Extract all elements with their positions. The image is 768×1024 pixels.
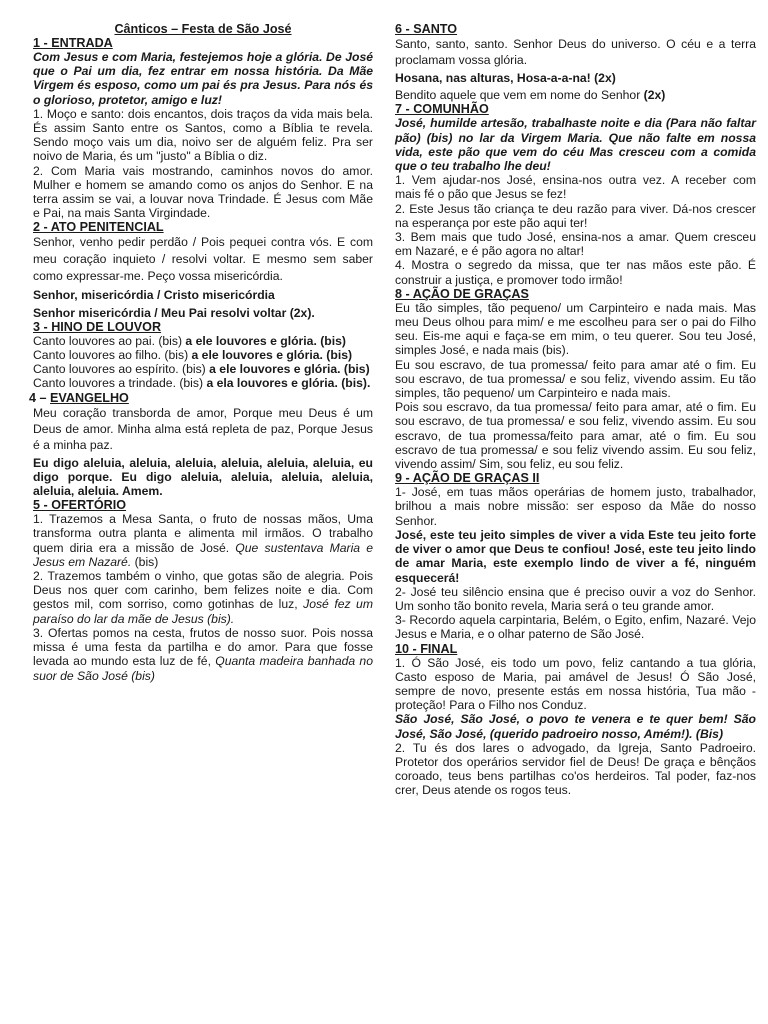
louvor-line-text: Canto louvores ao pai. (bis) bbox=[33, 333, 186, 348]
louvor-line bbox=[33, 362, 373, 376]
evangelho-text: Meu coração transborda de amor, Porque meu Deus é um Deus de amor. Minha alma está repleta de paz, Porque Jesus é a minha paz. bbox=[33, 405, 373, 452]
heading-evangelho-number: 4 – bbox=[29, 390, 51, 405]
entrada-refrain: Com Jesus e com Maria, festejemos hoje a glória. De José que o Pai um dia, fez entrar em nossa história. Da Mãe Virgem és esposo, como um pai és pra Jesus. Para nós és o glorioso, protetor, amigo e luz! bbox=[33, 50, 373, 107]
penitencial-text: Senhor, venho pedir perdão / Pois pequei contra vós. E com meu coração inquieto / resolvi voltar. E mesmo sem saber como expressar-me. Peço vossa misericórdia. bbox=[33, 235, 373, 284]
louvor-line bbox=[33, 376, 373, 390]
louvor-line-response: a ela louvores e glória. (bis). bbox=[206, 376, 371, 391]
comunhao-refrain: José, humilde artesão, trabalhaste noite e dia (Para não faltar pão) (bis) no lar da Virgem Maria. Que não falte em nossa vida, este pão que vem do céu Mas cresceu com a comida que o teu trabalho lhe deu! bbox=[395, 116, 756, 174]
louvor-line-response: a ele louvores e glória. (bis) bbox=[191, 348, 353, 363]
ofertorio-verse-2 bbox=[33, 569, 373, 626]
ofertorio-verse-1 bbox=[33, 512, 373, 569]
heading-evangelho-word: EVANGELHO bbox=[50, 390, 129, 405]
section-gracas bbox=[395, 287, 756, 471]
section-ofertorio bbox=[33, 498, 373, 682]
comunhao-verse-3: 3. Bem mais que tudo José, ensina-nos a amar. Quem cresceu em Nazaré, e é pão agora no altar! bbox=[395, 230, 756, 259]
heading-louvor: 3 - HINO DE LOUVOR bbox=[33, 319, 162, 334]
ofertorio-verse-3 bbox=[33, 626, 373, 683]
final-verse-2: 2. Tu és dos lares o advogado, da Igreja, Santo Padroeiro. Protetor dos operários servidor fiel de Deus! De graça e bênçãos coroado, teus bens partilhas co'os herdeiros. Tal poder, faz-nos crer, Deus atende os rogos teus. bbox=[395, 740, 756, 798]
entrada-verse-2: 2. Com Maria vais mostrando, caminhos novos do amor. Mulher e homem se amando como os anjos do Senhor. E na terra assim se vai, a louvar nova Trindade. É Jesus com Mãe e Pai, na mais Santa Virgindade. bbox=[33, 163, 373, 221]
louvor-line-response: a ele louvores e glória. (bis) bbox=[209, 362, 370, 377]
right-column bbox=[395, 22, 756, 798]
santo-text-2 bbox=[395, 88, 756, 102]
louvor-line-response: a ele louvores e glória. (bis) bbox=[185, 333, 346, 348]
gracas-2-verse-1: 1- José, em tuas mãos operárias de homem justo, trabalhador, brilhou a mais nobre missão: ser esposo da Mãe do nosso Senhor. bbox=[395, 485, 756, 528]
heading-penitencial: 2 - ATO PENITENCIAL bbox=[33, 220, 164, 235]
ofertorio-verse-1-text: 1. Trazemos a Mesa Santa, o fruto de nossas mãos, Uma transforma outra planta e alimenta mil irmãos. O trabalho quem diria era a missão de José. bbox=[33, 512, 373, 555]
louvor-line-text: Canto louvores ao espírito. (bis) bbox=[33, 362, 210, 377]
gracas-paragraph-1: Eu tão simples, tão pequeno/ um Carpinteiro e nada mais. Mas meu Deus olhou para mim/ e me escolheu para ser o pai do Filho seu. Eis-me aqui e faça-se em mim, o teu querer. Sou teu José, simples José, e nada mais (bis). bbox=[395, 300, 756, 358]
gracas-2-verse-2: 2- José teu silêncio ensina que é preciso ouvir a voz do Senhor. Um sonho tão bonito revela, Maria será o teu grande amor. bbox=[395, 584, 756, 613]
gracas-paragraph-2: Eu sou escravo, de tua promessa/ feito para amar até o fim. Eu sou escravo, de tua promessa/ e sou feliz, vivendo assim. Eu tão simples, tão pequeno/ um Carpinteiro e nada mais. bbox=[395, 357, 756, 401]
section-final bbox=[395, 642, 756, 798]
page-title: Cânticos – Festa de São José bbox=[114, 22, 292, 36]
comunhao-verse-1: 1. Vem ajudar-nos José, ensina-nos outra vez. A receber com mais fé o pão que Jesus se fez! bbox=[395, 173, 756, 202]
comunhao-verse-2: 2. Este Jesus tão criança te deu razão para viver. Dá-nos crescer na esperança por este pão aqui ter! bbox=[395, 201, 756, 230]
louvor-line-text: Canto louvores ao filho. (bis) bbox=[33, 348, 192, 363]
ofertorio-verse-1-end: (bis) bbox=[131, 554, 159, 569]
heading-evangelho bbox=[29, 391, 373, 405]
section-comunhao bbox=[395, 102, 756, 286]
section-gracas-2 bbox=[395, 471, 756, 641]
comunhao-verse-4: 4. Mostra o segredo da missa, que ter nas mãos este pão. É construir a justiça, e promover todo irmão! bbox=[395, 258, 756, 287]
santo-refrain: Hosana, nas alturas, Hosa-a-a-na! (2x) bbox=[395, 71, 616, 85]
heading-entrada: 1 - ENTRADA bbox=[33, 36, 113, 50]
final-verse-1: 1. Ó São José, eis todo um povo, feliz cantando a tua glória, Casto esposo de Maria, pai amável de Jesus! Ó São José, sempre de novo, presente estás em nossa história, Tua mão - proteção! Para o Filho nos Conduz. bbox=[395, 655, 756, 713]
section-penitencial bbox=[33, 220, 373, 319]
louvor-line bbox=[33, 348, 373, 362]
heading-gracas-2: 9 - AÇÃO DE GRAÇAS II bbox=[395, 471, 540, 486]
heading-final: 10 - FINAL bbox=[395, 641, 458, 656]
section-louvor bbox=[33, 320, 373, 391]
gracas-2-refrain: José, este teu jeito simples de viver a vida Este teu jeito forte de viver o amor que Deus te confiou! José, este teu jeito lindo de amar Maria, este exemplo lindo de viver a fé, ninguém esquecerá! bbox=[395, 527, 756, 585]
ofertorio-verse-2-text: 2. Trazemos também o vinho, que gotas são de alegria. Pois Deus nos quer com carinho, bem felizes noite e dia. Com gestos mil, com sorriso, como gotinhas de luz, bbox=[33, 569, 373, 612]
heading-santo: 6 - SANTO bbox=[395, 22, 458, 36]
louvor-line-text: Canto louvores a trindade. (bis) bbox=[33, 376, 207, 391]
santo-text: Santo, santo, santo. Senhor Deus do universo. O céu e a terra proclamam vossa glória. bbox=[395, 37, 756, 67]
section-evangelho bbox=[29, 390, 373, 499]
gracas-paragraph-3: Pois sou escravo, da tua promessa/ feito para amar, até o fim. Eu sou escravo, de tua promessa/ e sou feliz, vivendo assim. Eu sou escravo, de tua promessa/feito para amar, até o fim. Eu sou escravo de tua promessa/ e sou feliz vivendo assim. Eu sou feliz, vivendo assim/ Sim, sou feliz, eu sou feliz. bbox=[395, 400, 756, 472]
section-entrada bbox=[33, 36, 373, 220]
evangelho-refrain: Eu digo aleluia, aleluia, aleluia, aleluia, aleluia, aleluia, eu digo porque. Eu digo aleluia, aleluia, aleluia, aleluia, aleluia, aleluia. Amem. bbox=[33, 455, 373, 499]
section-santo bbox=[395, 22, 756, 102]
ofertorio-verse-1-italic: Que sustentava Maria e Jesus em Nazaré. bbox=[33, 540, 373, 569]
ofertorio-verse-3-text: 3. Ofertas pomos na cesta, frutos de nosso suor. Pois nossa missa é uma festa da partilha e do amor. Para que fosse levada ao mundo esta luz de fé, bbox=[33, 625, 373, 669]
ofertorio-verse-3-italic: Quanta madeira banhada no suor de São José (bis) bbox=[33, 654, 373, 683]
final-refrain: São José, São José, o povo te venera e te quer bem! São José, São José, (querido padroeiro nosso, Amém!). (Bis) bbox=[395, 712, 756, 741]
santo-text-2-bold: (2x) bbox=[643, 88, 666, 103]
heading-comunhao: 7 - COMUNHÃO bbox=[395, 102, 489, 117]
louvor-line bbox=[33, 334, 373, 348]
penitencial-refrain-2: Senhor misericórdia / Meu Pai resolvi voltar (2x). bbox=[33, 305, 315, 320]
ofertorio-verse-2-italic: José fez um paraíso do lar da mãe de Jesus (bis). bbox=[33, 597, 373, 626]
santo-text-2-plain: Bendito aquele que vem em nome do Senhor bbox=[395, 88, 644, 103]
penitencial-refrain-1: Senhor, misericórdia / Cristo misericórdia bbox=[33, 288, 275, 303]
entrada-verse-1: 1. Moço e santo: dois encantos, dois traços da vida mais bela. És assim Santo entre os Santos, como a Bíblia te revela. Sendo moço vais um dia, noivo ser de alguém feliz. Pra ser noivo de Maria, és um "justo" a Bíblia o diz. bbox=[33, 106, 373, 164]
gracas-2-verse-3: 3- Recordo aquela carpintaria, Belém, o Egito, enfim, Nazaré. Vejo Jesus e Maria, e o olhar paterno de São José. bbox=[395, 613, 756, 642]
left-column bbox=[29, 22, 373, 683]
heading-gracas: 8 - AÇÃO DE GRAÇAS bbox=[395, 286, 529, 301]
heading-ofertorio: 5 - OFERTÓRIO bbox=[33, 498, 127, 513]
